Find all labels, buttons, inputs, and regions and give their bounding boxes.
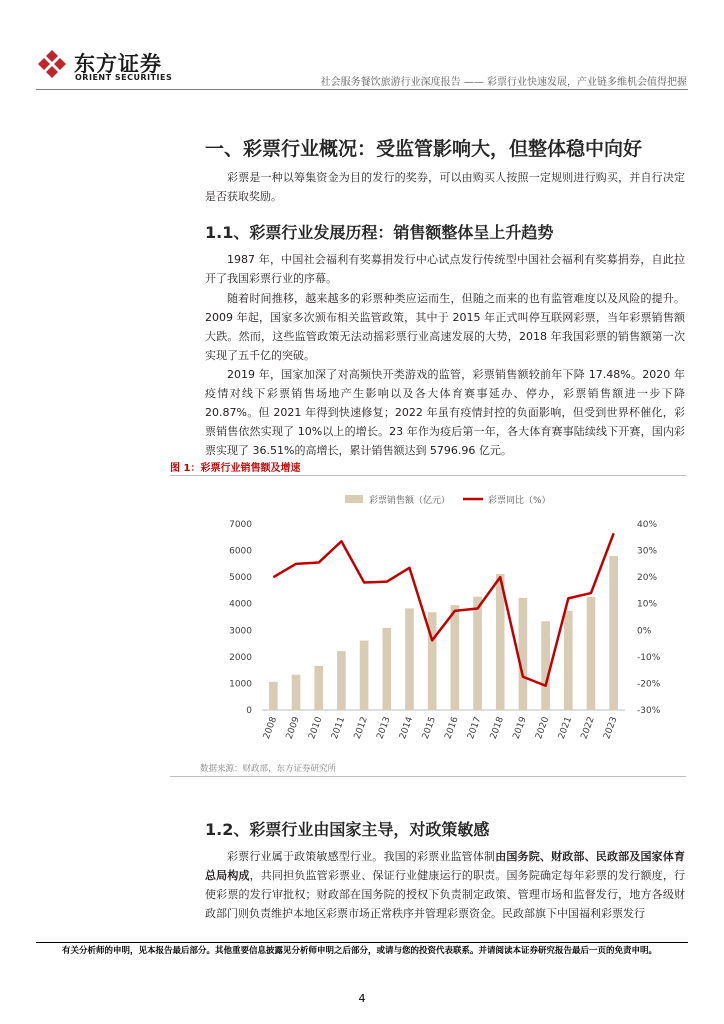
x-tick-label: 2008 — [261, 715, 280, 741]
right-axis-ticks — [637, 520, 661, 716]
left-tick-label: 1000 — [229, 679, 252, 690]
right-tick-label: 20% — [637, 573, 658, 584]
sales-growth-chart — [200, 478, 680, 758]
right-tick-label: 10% — [637, 599, 658, 610]
body-text: 彩票行业属于政策敏感型行业。我国的彩票业监管体制 — [227, 850, 496, 863]
sales-bar — [405, 608, 414, 710]
section-intro-paragraph: 彩票是一种以筹集资金为目的发行的奖券，可以由购买人按照一定规则进行购买，并自行决定是否获取奖励。 — [205, 171, 685, 203]
sales-bar — [337, 651, 346, 710]
sales-bar — [541, 621, 550, 710]
logo-mark-icon — [36, 48, 68, 80]
sales-bar — [269, 682, 278, 710]
right-tick-label: 40% — [637, 520, 658, 530]
figure-top-rule — [170, 475, 686, 476]
sales-bars — [269, 556, 618, 710]
subsection-heading: 1.1、彩票行业发展历程：销售额整体呈上升趋势 — [205, 223, 554, 242]
body-text: ，共同担负监管彩票业、保证行业健康运行的职责。国务院确定每年彩票的发行额度，行使彩票的发行审批权；财政部在国务院的授权下负责制定政策、管理市场和监督发行，地方各级财政部门则负责维护本地区彩票市场正常秩序并管理彩票资金。民政部旗下中国福利彩票发行 — [205, 869, 686, 920]
body-paragraph: 1987 年，中国社会福利有奖募捐发行中心试点发行传统型中国社会福利有奖募捐券，自此拉开了我国彩票行业的序幕。 — [205, 253, 685, 285]
body-text-bold: 由国务院、财政部、民政部及国家体育总局构成 — [205, 850, 686, 882]
chart-legend — [345, 494, 551, 506]
brand-name-cn: 东方证券 — [74, 52, 162, 76]
x-tick-label: 2018 — [488, 715, 507, 741]
x-tick-label: 2017 — [466, 715, 484, 741]
body-paragraph — [205, 847, 685, 923]
right-tick-label: -20% — [637, 679, 661, 690]
subsection-heading: 1.2、彩票行业由国家主导，对政策敏感 — [205, 820, 490, 839]
x-tick-label: 2023 — [602, 715, 620, 741]
left-tick-label: 3000 — [229, 626, 252, 637]
right-tick-label: 30% — [637, 546, 658, 557]
sales-bar — [564, 611, 573, 710]
left-tick-label: 5000 — [229, 573, 252, 584]
x-axis-labels — [262, 715, 620, 740]
x-tick-label: 2016 — [443, 715, 461, 741]
x-tick-label: 2021 — [556, 715, 575, 741]
sales-bar — [587, 597, 596, 710]
section-heading: 一、彩票行业概况：受监管影响大，但整体稳中向好 — [205, 138, 643, 160]
sales-bar — [360, 641, 369, 710]
x-tick-label: 2014 — [398, 715, 416, 741]
sales-bar — [314, 666, 323, 710]
sales-bar — [292, 675, 301, 710]
sales-bar — [382, 628, 391, 710]
left-tick-label: 0 — [246, 706, 252, 716]
brand-name-en: ORIENT SECURITIES — [75, 73, 173, 82]
legend-swatch-sales — [345, 495, 363, 503]
right-tick-label: -30% — [637, 706, 661, 716]
left-axis-ticks — [229, 520, 252, 716]
x-tick-label: 2011 — [329, 715, 348, 741]
body-paragraph: 随着时间推移，越来越多的彩票种类应运而生，但随之而来的也有监管难度以及风险的提升。2009 年起，国家多次颁布相关监管政策，其中于 2015 年正式叫停互联网彩票，当年彩票销售额大跌。然而，这些监管政策无法动摇彩票行业高速发展的大势，2018 年我国彩票的销售额第一次实现了五千亿的突破。 — [205, 292, 685, 362]
footer-divider — [36, 942, 688, 943]
page-number: 4 — [358, 992, 366, 1005]
body-paragraph: 2019 年，国家加深了对高频快开类游戏的监管，彩票销售额较前年下降 17.48%。2020 年疫情对线下彩票销售场地产生影响以及各大体育赛事延办、停办，彩票销售额进一步下降 20.87%。但 2021 年得到快速修复；2022 年虽有疫情封控的负面影响，但受到世界杯催化，彩票销售依然实现了 10%以上的增长。23 年作为疫后第一年，各大体育赛事陆续线下开赛，国内彩票实现了 36.51%的高增长，累计销售额达到 5796.96 亿元。 — [205, 368, 685, 457]
left-tick-label: 6000 — [229, 546, 252, 557]
right-tick-label: 0% — [637, 626, 652, 637]
sales-bar — [519, 598, 528, 710]
x-tick-label: 2015 — [420, 715, 438, 741]
yoy-line — [273, 533, 613, 685]
legend-label-yoy: 彩票同比（%） — [488, 496, 551, 506]
x-tick-label: 2022 — [579, 715, 597, 741]
x-tick-label: 2009 — [284, 715, 302, 741]
sales-bar — [451, 605, 460, 710]
x-tick-label: 2012 — [352, 715, 370, 741]
left-tick-label: 4000 — [229, 599, 252, 610]
footer-disclaimer: 有关分析师的申明，见本报告最后部分。其他重要信息披露见分析师申明之后部分，或请与您的投资代表联系。并请阅读本证券研究报告最后一页的免责申明。 — [62, 946, 658, 956]
x-tick-label: 2013 — [375, 715, 393, 741]
x-tick-label: 2020 — [534, 715, 552, 741]
figure-title: 图 1：彩票行业销售额及增速 — [170, 463, 301, 474]
x-tick-label: 2010 — [307, 715, 325, 741]
left-tick-label: 2000 — [229, 652, 252, 663]
x-tick-label: 2019 — [511, 715, 529, 741]
right-tick-label: -10% — [637, 652, 661, 663]
legend-label-sales: 彩票销售额（亿元） — [369, 496, 451, 506]
left-tick-label: 7000 — [229, 520, 252, 530]
sales-bar — [609, 556, 618, 710]
header-divider — [36, 89, 688, 90]
figure-bottom-rule — [170, 776, 686, 777]
yoy-line-path — [273, 533, 613, 685]
sales-bar — [473, 597, 482, 710]
report-title: 社会服务餐饮旅游行业深度报告 —— 彩票行业快速发展，产业链多维机会值得把握 — [320, 77, 687, 88]
figure-source: 数据来源：财政部，东方证券研究所 — [200, 764, 337, 774]
